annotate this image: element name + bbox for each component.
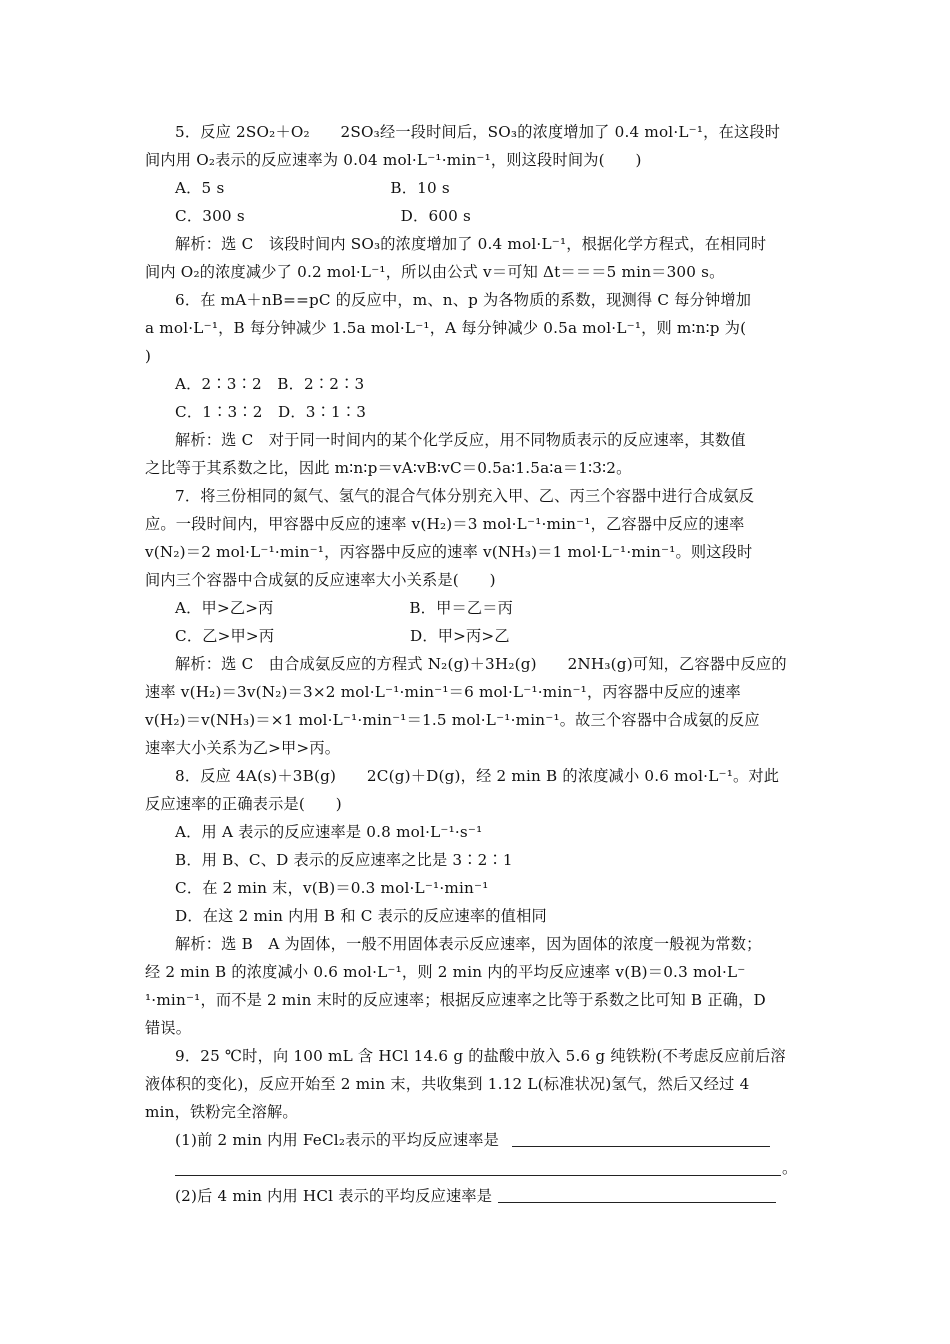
q9-line-2: 液体积的变化)，反应开始至 2 min 末，共收集到 1.12 L(标准状况)氢气，然后又经过 4 [145, 1075, 750, 1093]
q5-solution-1: 解析：选 C 该段时间内 SO₃的浓度增加了 0.4 mol·L⁻¹，根据化学方程式，在相同时 [175, 235, 767, 253]
q8-solution-2: 经 2 min B 的浓度减小 0.6 mol·L⁻¹，则 2 min 内的平均反应速率 v(B)＝0.3 mol·L⁻ [145, 963, 746, 981]
q7-options-ab: A．甲>乙>丙 B．甲＝乙＝丙 [175, 599, 514, 617]
q8-line-2: 反应速率的正确表示是( ) [145, 795, 342, 813]
q7-solution-4: 速率大小关系为乙>甲>丙。 [145, 739, 341, 757]
q7-solution-3: v(H₂)＝v(NH₃)＝×1 mol·L⁻¹·min⁻¹＝1.5 mol·L⁻¹·min⁻¹。故三个容器中合成氨的反应 [145, 711, 760, 729]
q7-line-3: v(N₂)＝2 mol·L⁻¹·min⁻¹，丙容器中反应的速率 v(NH₃)＝1 mol·L⁻¹·min⁻¹。则这段时 [145, 543, 753, 561]
q8-option-a: A．用 A 表示的反应速率是 0.8 mol·L⁻¹·s⁻¹ [175, 823, 483, 841]
q9-part-2-answer-blank[interactable] [498, 1202, 776, 1203]
q5-line-1: 5．反应 2SO₂＋O₂ 2SO₃经一段时间后，SO₃的浓度增加了 0.4 mol·L⁻¹，在这段时 [175, 123, 781, 141]
q6-options-ab: A．2∶3∶2 B．2∶2∶3 [175, 375, 365, 393]
q9-part-1-answer-blank[interactable] [512, 1146, 770, 1147]
q9-part-1-prompt: (1)前 2 min 内用 FeCl₂表示的平均反应速率是 [175, 1131, 500, 1149]
q6-solution-1: 解析：选 C 对于同一时间内的某个化学反应，用不同物质表示的反应速率，其数值 [175, 431, 746, 449]
q9-part-1-period: 。 [782, 1159, 798, 1177]
q8-line-1: 8．反应 4A(s)＋3B(g) 2C(g)＋D(g)，经 2 min B 的浓度减小 0.6 mol·L⁻¹。对此 [175, 767, 780, 785]
q7-line-2: 应。一段时间内，甲容器中反应的速率 v(H₂)＝3 mol·L⁻¹·min⁻¹，乙容器中反应的速率 [145, 515, 745, 533]
q9-line-3: min，铁粉完全溶解。 [145, 1103, 298, 1121]
q7-options-cd: C．乙>甲>丙 D．甲>丙>乙 [175, 627, 510, 645]
q9-part-1-answer-blank-2[interactable] [175, 1175, 781, 1176]
q5-options-ab: A．5 s B．10 s [175, 179, 450, 197]
q5-solution-2: 间内 O₂的浓度减少了 0.2 mol·L⁻¹，所以由公式 v＝可知 Δt＝＝＝5 min＝300 s。 [145, 263, 725, 281]
q6-line-2: a mol·L⁻¹，B 每分钟减少 1.5a mol·L⁻¹，A 每分钟减少 0.5a mol·L⁻¹，则 m∶n∶p 为( [145, 319, 747, 337]
q6-options-cd: C．1∶3∶2 D．3∶1∶3 [175, 403, 367, 421]
q8-option-b: B．用 B、C、D 表示的反应速率之比是 3∶2∶1 [175, 851, 513, 869]
q6-line-3: ) [145, 347, 152, 365]
q7-line-1: 7．将三份相同的氮气、氢气的混合气体分别充入甲、乙、丙三个容器中进行合成氨反 [175, 487, 755, 505]
q6-line-1: 6．在 mA＋nB==pC 的反应中，m、n、p 为各物质的系数，现测得 C 每分钟增加 [175, 291, 752, 309]
q8-solution-1: 解析：选 B A 为固体，一般不用固体表示反应速率，因为固体的浓度一般视为常数； [175, 935, 762, 953]
q6-solution-2: 之比等于其系数之比，因此 m∶n∶p＝vA∶vB∶vC＝0.5a∶1.5a∶a＝1∶3∶2。 [145, 459, 632, 477]
q8-solution-4: 错误。 [145, 1019, 192, 1037]
q5-options-cd: C．300 s D．600 s [175, 207, 472, 225]
q7-solution-2: 速率 v(H₂)＝3v(N₂)＝3×2 mol·L⁻¹·min⁻¹＝6 mol·L⁻¹·min⁻¹，丙容器中反应的速率 [145, 683, 741, 701]
q5-line-2: 间内用 O₂表示的反应速率为 0.04 mol·L⁻¹·min⁻¹，则这段时间为( ) [145, 151, 642, 169]
q8-solution-3: ¹·min⁻¹，而不是 2 min 末时的反应速率；根据反应速率之比等于系数之比可知 B 正确，D [145, 991, 766, 1009]
q7-solution-1: 解析：选 C 由合成氨反应的方程式 N₂(g)＋3H₂(g) 2NH₃(g)可知，乙容器中反应的 [175, 655, 787, 673]
q8-option-c: C．在 2 min 末，v(B)＝0.3 mol·L⁻¹·min⁻¹ [175, 879, 489, 897]
q9-part-2-prompt: (2)后 4 min 内用 HCl 表示的平均反应速率是 [175, 1187, 493, 1205]
q8-option-d: D．在这 2 min 内用 B 和 C 表示的反应速率的值相同 [175, 907, 547, 925]
q9-line-1: 9．25 ℃时，向 100 mL 含 HCl 14.6 g 的盐酸中放入 5.6 g 纯铁粉(不考虑反应前后溶 [175, 1047, 786, 1065]
q7-line-4: 间内三个容器中合成氨的反应速率大小关系是( ) [145, 571, 496, 589]
